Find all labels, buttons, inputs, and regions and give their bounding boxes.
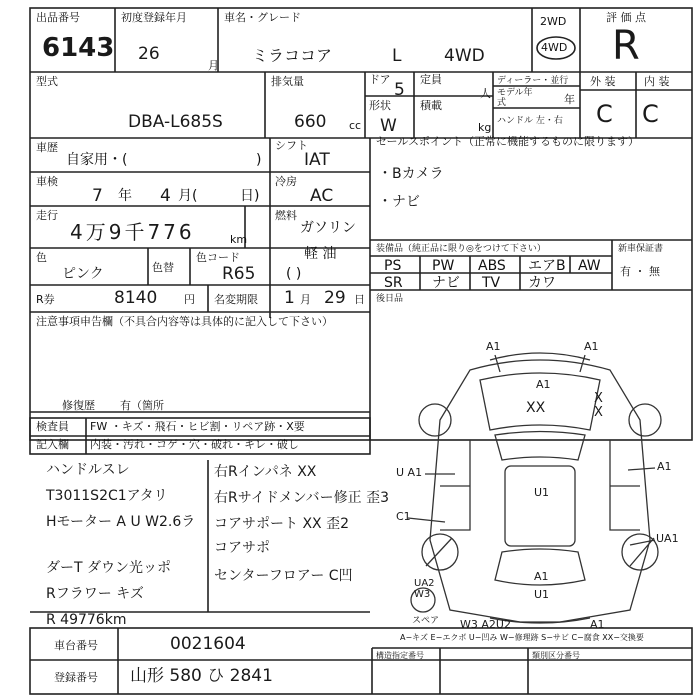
model-name: ミラココア [252,46,333,65]
inspection-label: 車検 [36,175,58,188]
lot-number-label: 出品番号 [36,11,80,24]
damage-mark: A1 [584,340,599,353]
damage-mark: UA1 [656,532,679,545]
history-label: 車歴 [36,141,58,154]
fuel-diesel: 軽 油 [304,246,337,262]
shape-label: 形状 [369,99,391,112]
damage-key-legend: A−キズ E−エクボ U−凹み W−修理跡 S−サビ C−腐食 XX−交換要 [400,633,644,642]
grade: L [392,46,402,66]
inspector-note: センターフロアー C凹 [214,568,353,584]
capacity-label: 定員 [420,73,442,86]
inspector-note: Rフラワー キズ [46,586,144,602]
inspector-note: R 49776km [46,612,127,628]
notes-label: 注意事項申告欄（不具合内容等は具体的に記入して下さい） [36,315,333,328]
shift-value: IAT [304,150,330,170]
interior-label: 内 装 [644,75,670,88]
inspection-month: 4 [160,186,171,206]
sales-point-item: ・Bカメラ [378,166,444,182]
equip-airbag: エアB [528,258,566,274]
equip-aw: AW [578,258,601,274]
recycle-label: R券 [36,293,55,306]
damage-mark: A1 [536,378,551,391]
inspector-note: コアサポ [214,540,270,556]
equip-navi: ナビ [432,275,460,291]
rating-value: R [612,23,640,69]
dealer-label: ディーラー・並行 [497,76,569,86]
sales-points-label: セールスポイント（正常に機能するものに限ります） [376,135,640,148]
entry-label: 記入欄 [36,438,69,451]
chassis-number: 0021604 [170,634,246,654]
ac-label: 冷房 [275,175,297,188]
plate-number: 山形 580 ひ 2841 [130,666,273,686]
inspector-label: 検査員 [36,420,69,433]
lot-number: 6143 [42,33,115,63]
color-value: ピンク [62,266,104,282]
damage-mark: U A1 [396,466,423,479]
warranty-label: 新車保証書 [618,244,664,254]
model-code-label: 型式 [36,75,58,88]
recycle-unit: 円 [184,293,195,306]
inspection-day-unit: 日) [240,188,260,204]
rating-label: 評 価 点 [606,11,646,24]
deadline-day: 29 [324,288,346,308]
inspector-note: コアサポート XX 歪2 [214,516,349,532]
equip-ps: PS [384,258,402,274]
inspector-note: ハンドルスレ [46,462,130,478]
inspection-month-unit: 月( [178,188,198,204]
shift-label: シフト [275,139,308,152]
repaint-label: 色替 [152,261,174,274]
inspector-note: 右Rサイドメンバー修正 歪3 [214,490,389,506]
model-year-unit: 年 [564,93,575,106]
damage-mark: W3 A2U2 [460,618,511,631]
equipment-label: 装備品（純正品に限り◎をつけて下さい） [376,244,546,254]
recycle-amount: 8140 [114,288,158,308]
mileage: 4万9千776 [70,220,195,244]
drive-type: 4WD [444,46,485,66]
mileage-unit: km [230,233,248,246]
displacement-unit: cc [349,119,362,132]
sales-point-item: ・ナビ [378,194,420,210]
legend-exterior: FW ・キズ・飛石・ヒビ割・リペア跡・X要 [90,420,305,433]
damage-mark: A1 [657,460,672,473]
fuel-gasoline: ガソリン [300,220,356,236]
damage-mark: UA2 W3 [414,578,435,600]
equip-leather: カワ [528,275,556,291]
deadline-month-unit: 月 [300,293,311,306]
repair-history-value: 有（箇所 [120,399,164,412]
load-label: 積載 [420,99,442,112]
body-shape: W [380,116,397,136]
spare-label: スペア [412,616,440,626]
structure-number-label: 構造指定番号 [376,651,424,660]
first-registration-year: 26 [138,44,160,64]
model-grade-label: 車名・グレード [224,11,301,24]
first-registration-label: 初度登録年月 [121,11,187,24]
inspector-note: Hモーター A U W2.6ラ [46,514,196,530]
interior-grade: C [642,100,659,128]
fuel-paren: ( ) [286,266,302,282]
equip-abs: ABS [478,258,506,274]
load-unit: kg [478,121,492,134]
model-year-label: モデル年式 [497,88,533,108]
model-code: DBA-L685S [128,112,223,132]
ac-value: AC [310,186,334,206]
inspection-year: 7 [92,186,103,206]
title-deadline-label: 名変期限 [214,293,258,306]
door-label: ドア [369,73,391,86]
class-number-label: 類別区分番号 [532,651,580,660]
displacement-label: 排気量 [271,75,304,88]
equip-sr: SR [384,275,403,291]
equip-pw: PW [432,258,455,274]
damage-mark: X X [594,391,603,420]
plate-label: 登録番号 [54,671,98,684]
exterior-label: 外 装 [590,75,616,88]
first-registration-month-unit: 月 [208,59,219,72]
capacity-unit: 人 [480,87,491,100]
inspection-year-unit: 年 [118,188,132,204]
inspector-note: T3011S2C1アタリ [46,488,168,504]
color-label: 色 [36,251,47,264]
deadline-month: 1 [284,288,295,308]
door-count: 5 [394,80,405,100]
damage-mark: A1 [590,618,605,631]
mileage-label: 走行 [36,209,58,222]
inspector-note: ダーT ダウン光ッポ [46,560,172,576]
handle-label: ハンドル 左・右 [497,116,563,126]
damage-mark: U1 [534,588,550,601]
repair-history-label: 修復歴 [62,399,95,412]
warranty-value: 有 ・ 無 [620,265,660,278]
damage-mark: C1 [396,510,411,523]
inspector-note: 右Rインパネ XX [214,464,317,480]
damage-mark: U1 [534,486,550,499]
exterior-grade: C [596,100,613,128]
chassis-label: 車台番号 [54,639,98,652]
damage-mark: A1 [534,570,549,583]
legend-interior: 内装・汚れ・コゲ・穴・破れ・キレ・破し [90,438,299,451]
deadline-day-unit: 日 [354,293,365,306]
fuel-label: 燃料 [275,209,297,222]
equip-tv: TV [482,275,501,291]
history-value: 自家用・( [66,152,128,168]
history-close: ) [256,152,262,168]
damage-mark: XX [526,400,546,416]
drive-2wd-option: 2WD [540,15,567,28]
color-code: R65 [222,264,256,284]
color-code-label: 色コード [196,251,240,264]
other-items-label: 後日品 [376,294,404,304]
damage-mark: A1 [486,340,501,353]
drive-4wd-option: 4WD [541,41,568,54]
displacement: 660 [294,112,327,132]
